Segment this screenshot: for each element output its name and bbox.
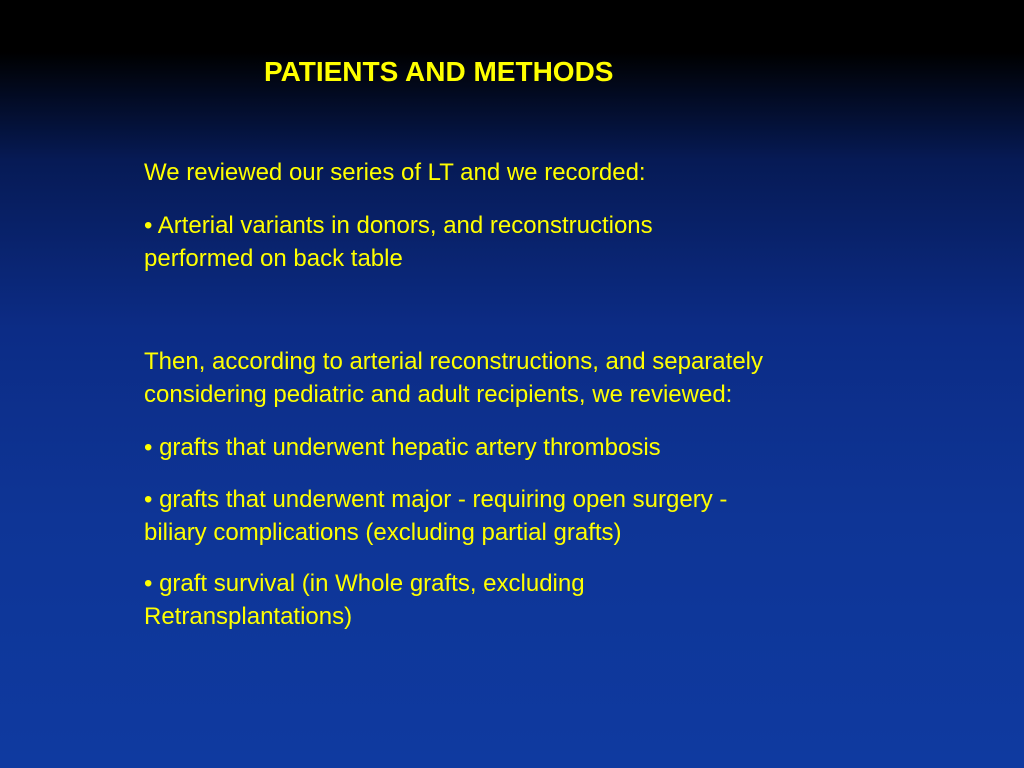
- bullet-arterial-variants: [144, 209, 904, 275]
- transition-text-line-1: Then, according to arterial reconstructions, and separately: [144, 348, 763, 375]
- bullet-graft-survival: [144, 567, 904, 633]
- bullet-biliary-complications-line-1: • grafts that underwent major - requiring open surgery -: [144, 486, 728, 513]
- bullet-graft-survival-line-2: Retransplantations): [144, 603, 353, 630]
- bullet-arterial-variants-line-2: performed on back table: [144, 245, 403, 272]
- slide-title: PATIENTS AND METHODS: [264, 56, 614, 87]
- bullet-graft-survival-line-1: • graft survival (in Whole grafts, excluding: [144, 570, 585, 597]
- transition-text-line-2: considering pediatric and adult recipients, we reviewed:: [144, 381, 733, 408]
- transition-text: [144, 345, 904, 411]
- bullet-hepatic-artery-thrombosis-line-1: • grafts that underwent hepatic artery thrombosis: [144, 434, 661, 461]
- intro-text: We reviewed our series of LT and we recorded:: [144, 159, 646, 186]
- bullet-biliary-complications-line-2: biliary complications (excluding partial grafts): [144, 519, 622, 546]
- bullet-biliary-complications: [144, 483, 904, 549]
- bullet-arterial-variants-line-1: • Arterial variants in donors, and reconstructions: [144, 212, 653, 239]
- bullet-hepatic-artery-thrombosis: [144, 431, 904, 464]
